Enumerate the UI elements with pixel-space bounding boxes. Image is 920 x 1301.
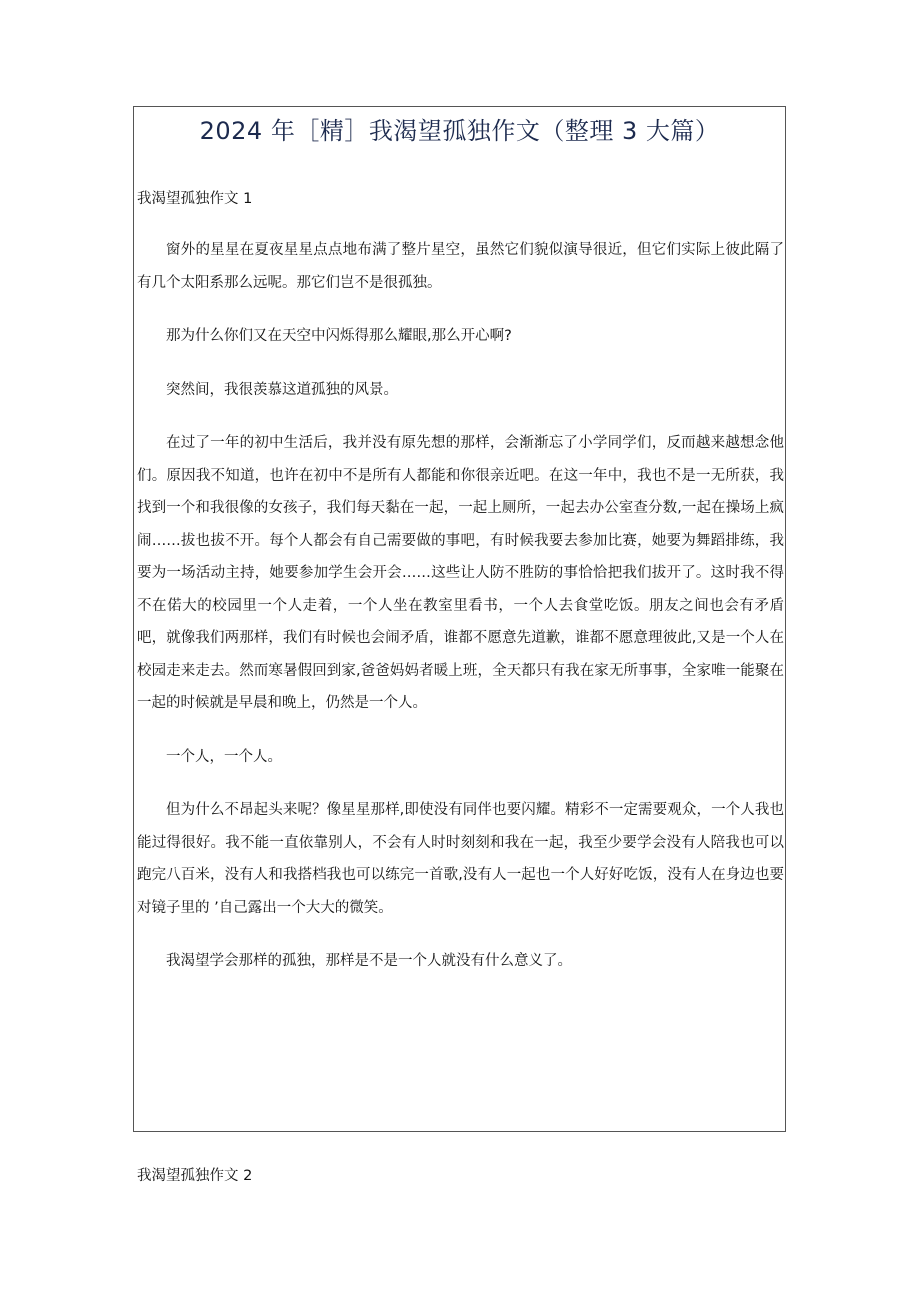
essay-1-paragraph: 突然间，我很羡慕这道孤独的风景。 bbox=[166, 381, 398, 398]
essay-1-paragraph: 那为什么你们又在天空中闪烁得那么耀眼,那么开心啊? bbox=[166, 328, 512, 344]
essay-1-paragraph: 窗外的星星在夏夜星星点点地布满了整片星空，虽然它们貌似演导很近，但它们实际上彼此隔了有几个太阳系那么远呢。那它们岂不是很孤独。 bbox=[137, 242, 784, 291]
essay-1-body bbox=[137, 234, 784, 978]
essay-1-paragraph: 在过了一年的初中生活后，我并没有原先想的那样，会渐渐忘了小学同学们，反而越来越想念他们。原因我不知道，也许在初中不是所有人都能和你很亲近吧。在这一年中，我也不是一无所获，我找到一个和我很像的女孩子，我们每天黏在一起，一起上厕所，一起去办公室查分数,一起在操场上疯闹……拔也拔不开。每个人都会有自己需要做的事吧，有时候我要去参加比赛，她要为舞蹈排练，我要为一场活动主持，她要参加学生会开会……这些让人防不胜防的事恰恰把我们拔开了。这时我不得不在偌大的校园里一个人走着，一个人坐在教室里看书，一个人去食堂吃饭。朋友之间也会有矛盾吧，就像我们两那样，我们有时候也会闹矛盾，谁都不愿意先道歉，谁都不愿意理彼此,又是一个人在校园走来走去。然而寒暑假回到家,爸爸妈妈者暖上班，全天都只有我在家无所事事，全家唯一能聚在一起的时候就是早晨和晚上，仍然是一个人。 bbox=[137, 435, 784, 711]
document-title: 2024 年［精］我渴望孤独作文（整理 3 大篇） bbox=[199, 117, 720, 145]
essay-1-paragraph: 一个人，一个人。 bbox=[166, 748, 282, 765]
essay-2-heading: 我渴望孤独作文 2 bbox=[137, 1168, 253, 1184]
essay-1-paragraph: 但为什么不昂起头来呢？像星星那样,即使没有同伴也要闪耀。精彩不一定需要观众，一个人我也能过得很好。我不能一直依靠别人，不会有人时时刻刻和我在一起，我至少要学会没有人陪我也可以跑完八百米，没有人和我搭档我也可以练完一首歌,没有人一起也一个人好好吃饭，没有人在身边也要对镜子里的 ’自己露出一个大大的微笑。 bbox=[137, 802, 784, 916]
essay-1-paragraph: 我渴望学会那样的孤独，那样是不是一个人就没有什么意义了。 bbox=[166, 953, 572, 969]
essay-1-heading: 我渴望孤独作文 1 bbox=[137, 191, 253, 207]
